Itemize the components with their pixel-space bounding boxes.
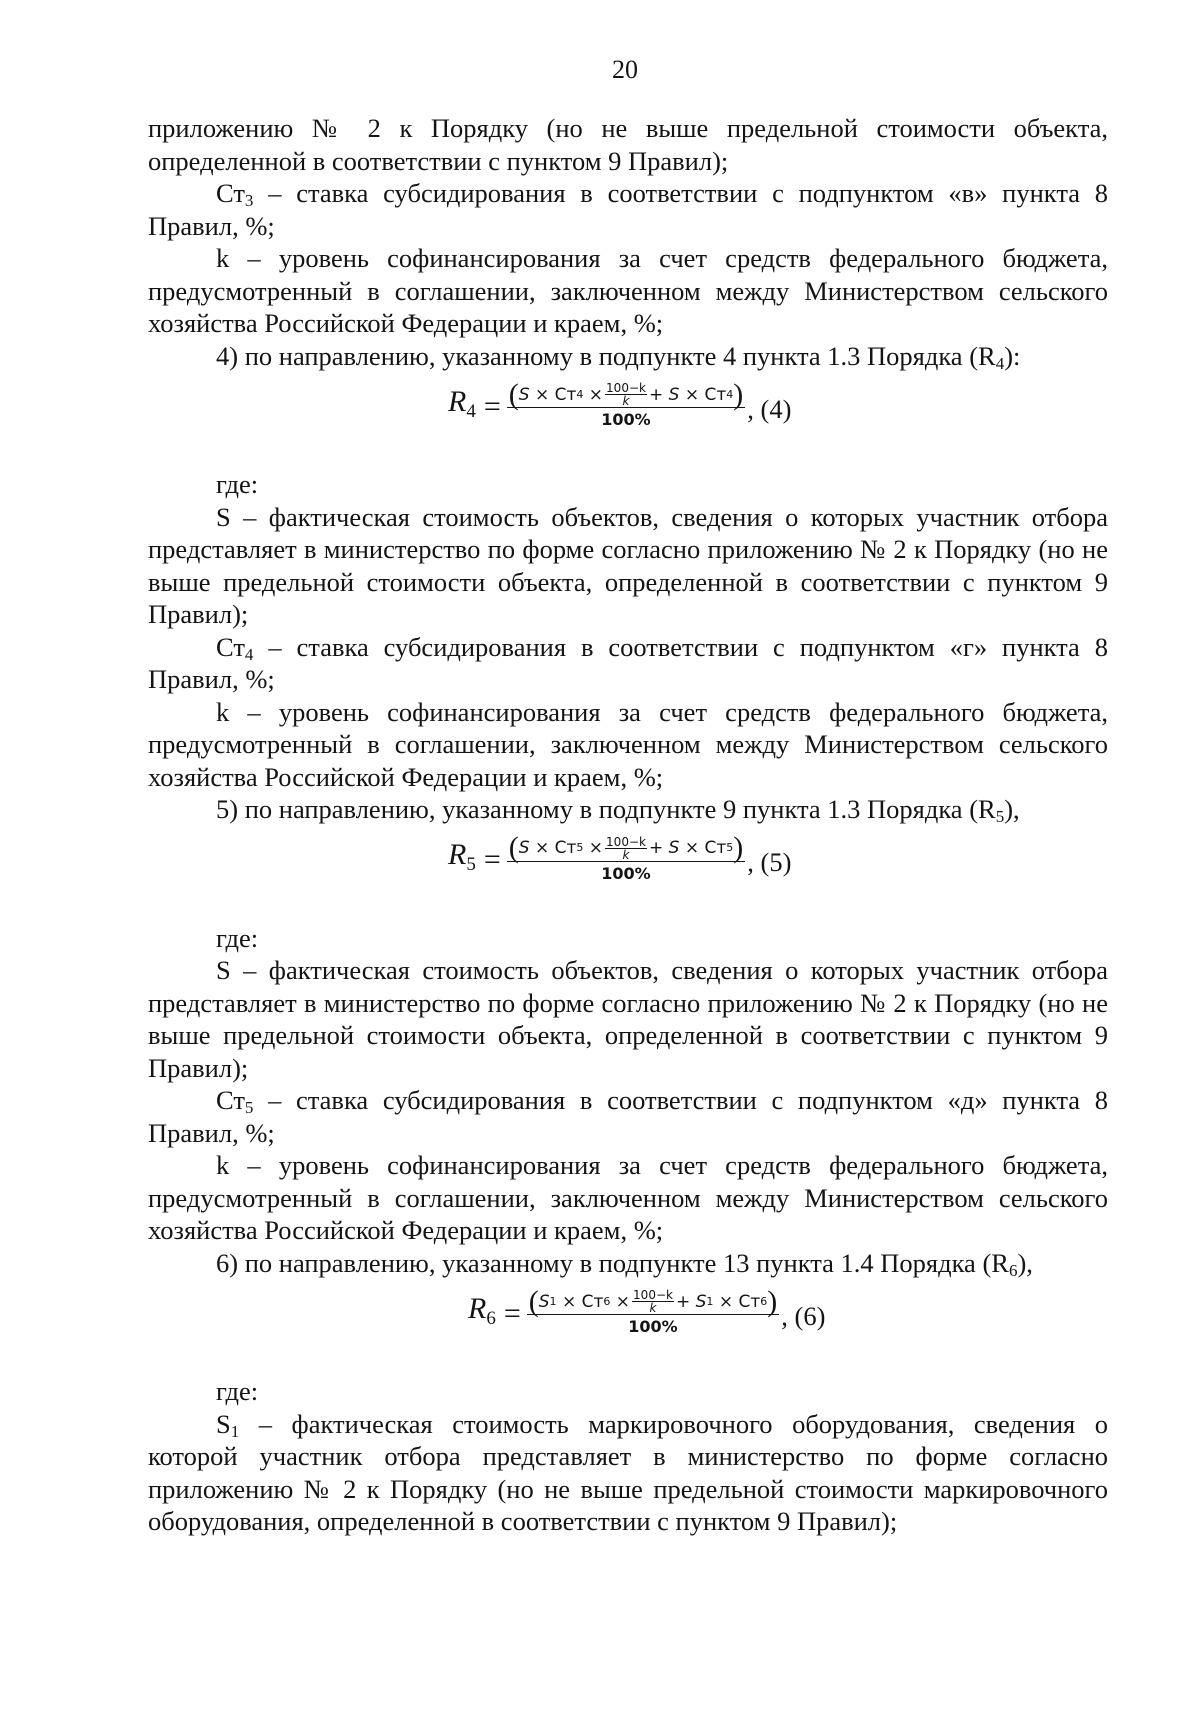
item-6: 6) по направлению, указанному в подпункте 13 пункта 1.4 Порядка $(R_6)$,: [216, 1247, 1033, 1280]
definition-ct4: $Ст_4$ – ставка субсидирования в соответствии с подпунктом «г» пункта 8 Правил, %;: [148, 631, 1108, 694]
definition-s1: $S_1$ – фактическая стоимость маркировочного оборудования, сведения о которой участник отбора представляет в министерство по форме согласно приложению № 2 к Порядку (но не выше предельной стоимости маркировочного оборудования, определенной в соответствии с пунктом 9 Правил);: [148, 1408, 1108, 1536]
where-label: где:: [216, 922, 259, 953]
definition-k: k – уровень софинансирования за счет средств федерального бюджета, предусмотренный в соглашении, заключенном между Министерством сельского хозяйства Российской Федерации и краем, %;: [148, 1150, 1108, 1245]
definition-s: S – фактическая стоимость объектов, сведения о которых участник отбора представляет в министерство по форме согласно приложению № 2 к Порядку (но не выше предельной стоимости объекта, определенной в соответствии с пунктом 9 Правил);: [148, 955, 1108, 1083]
definition-ct5: $Ст_5$ – ставка субсидирования в соответствии с подпунктом «д» пункта 8 Правил, %;: [148, 1085, 1108, 1148]
page-number: 20: [612, 55, 638, 84]
item-4: 4) по направлению, указанному в подпункте 4 пункта 1.3 Порядка $(R_4)$:: [216, 340, 1021, 373]
where-label: где:: [216, 469, 259, 499]
definition-ct3: $Ст_3$ – ставка субсидирования в соответствии с подпунктом «в» пункта 8 Правил, %;: [148, 178, 1108, 241]
definition-k: k – уровень софинансирования за счет средств федерального бюджета, предусмотренный в соглашении, заключенном между Министерством сельского хозяйства Российской Федерации и краем, %;: [148, 696, 1108, 792]
definition-s: S – фактическая стоимость объектов, сведения о которых участник отбора представляет в министерство по форме согласно приложению № 2 к Порядку (но не выше предельной стоимости объекта, определенной в соответствии с пунктом 9 Правил);: [148, 501, 1108, 629]
body-text: [148, 112, 1108, 1538]
where-label: где:: [216, 1376, 259, 1406]
formula-6: $R_6$ = ( S 1 × Ст 6 × 100−k k + S 1 × Ст 6 ) 100% , (6): [468, 1284, 826, 1336]
definition-k: k – уровень софинансирования за счет средств федерального бюджета, предусмотренный в соглашении, заключенном между Министерством сельского хозяйства Российской Федерации и краем, %;: [148, 243, 1108, 338]
formula-4: $R_4$ = ( S × Ст 4 × 100−k k + S × Ст 4 ) 100% , (4): [448, 377, 792, 429]
item-5: 5) по направлению, указанному в подпункте 9 пункта 1.3 Порядка $(R_5)$,: [216, 794, 1020, 826]
formula-5: $R_5$ = ( S × Ст 5 × 100−k k + S × Ст 5 ) 100% , (5): [448, 831, 792, 883]
paragraph: приложению № 2 к Порядку (но не выше предельной стоимости объекта, определенной в соответствии с пунктом 9 Правил);: [148, 113, 1108, 176]
